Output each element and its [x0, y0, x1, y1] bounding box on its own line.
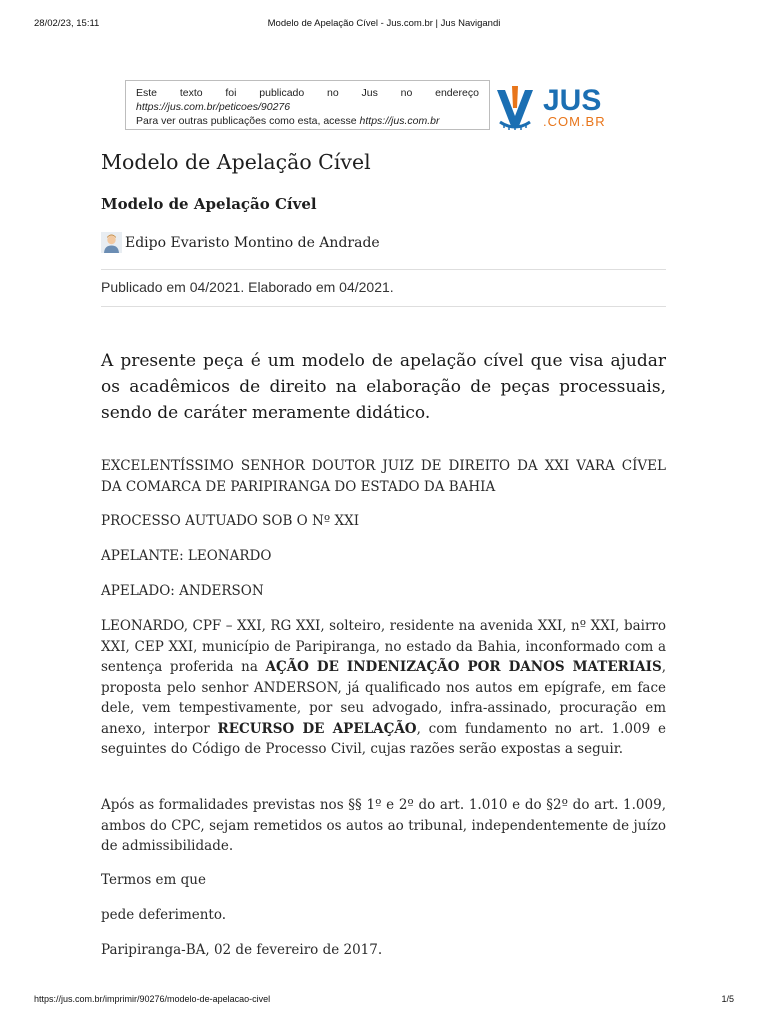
publication-notice [125, 80, 490, 130]
article-subtitle: Modelo de Apelação Cível [101, 195, 317, 213]
notice-line-1 [136, 86, 479, 100]
author-name[interactable]: Edipo Evaristo Montino de Andrade [125, 234, 380, 251]
formalities-paragraph: Após as formalidades previstas nos §§ 1º e 2º do art. 1.010 e do §2º do art. 1.009, ambos do CPC, sejam remetidos os autos ao tribunal, independentemente de juízo de admissibilidade. [101, 797, 666, 854]
place-date-line: Paripiranga-BA, 02 de fevereiro de 2017. [101, 942, 383, 958]
divider-bottom [101, 306, 666, 307]
author-byline[interactable] [101, 232, 380, 253]
print-footer-url: https://jus.com.br/imprimir/90276/modelo-de-apelacao-civel [34, 994, 271, 1004]
print-datetime: 28/02/23, 15:11 [34, 18, 100, 29]
article-lead: A presente peça é um modelo de apelação cível que visa ajudar os acadêmicos de direito na elaboração de peças processuais, sendo de caráter meramente didático. [101, 351, 666, 423]
article-title: Modelo de Apelação Cível [101, 150, 371, 174]
appeal-name: RECURSO DE APELAÇÃO [217, 720, 417, 737]
notice-site-link[interactable]: https://jus.com.br [359, 115, 440, 127]
logo-text-main: JUS [543, 84, 602, 117]
print-page-title: Modelo de Apelação Cível - Jus.com.br | Jus Navigandi [267, 18, 501, 29]
notice-more-text: Para ver outras publicações como esta, acesse [136, 115, 357, 127]
print-page-number: 1/5 [721, 994, 734, 1004]
appellant-line: APELANTE: LEONARDO [101, 548, 272, 564]
notice-word: texto [179, 87, 203, 99]
notice-word: foi [225, 87, 237, 99]
petition-paragraph [101, 616, 666, 760]
publication-dates: Publicado em 04/2021. Elaborado em 04/2021. [101, 279, 394, 295]
closing-line-2: pede deferimento. [101, 907, 227, 923]
notice-url-link[interactable]: https://jus.com.br/peticoes/90276 [136, 101, 291, 113]
petition-text-1: LEONARDO, CPF – XXI, RG XXI, solteiro, residente na avenida XXI, nº XXI, bairro XXI, CEP XXI, município de Paripiranga, no estado da Bahia, inconformado com a sentença proferida na [101, 618, 666, 675]
process-number: PROCESSO AUTUADO SOB O Nº XXI [101, 513, 360, 529]
appellee-line: APELADO: ANDERSON [101, 583, 264, 599]
notice-word: no [400, 87, 413, 99]
notice-word: no [327, 87, 339, 99]
jus-logo[interactable] [495, 80, 635, 130]
petition-text-2: , proposta pelo senhor ANDERSON, já qualificado nos autos em epígrafe, em face dele, vem tempestivamente, por seu advogado, infra-assinado, procuração em anexo, interpor [101, 659, 666, 737]
action-name: AÇÃO DE INDENIZAÇÃO POR DANOS MATERIAIS [265, 659, 662, 675]
avatar-icon [101, 232, 122, 253]
logo-emblem-icon [497, 86, 533, 130]
addressee-paragraph: EXCELENTÍSSIMO SENHOR DOUTOR JUIZ DE DIREITO DA XXI VARA CÍVEL DA COMARCA DE PARIPIRANGA DO ESTADO DA BAHIA [101, 458, 666, 495]
closing-line-1: Termos em que [101, 872, 206, 888]
notice-word: endereço [435, 87, 479, 99]
notice-word: Jus [361, 87, 378, 99]
petition-text-3: , com fundamento no art. 1.009 e seguintes do Código de Processo Civil, cujas razões serão expostas a seguir. [101, 720, 667, 757]
divider-top [101, 269, 666, 270]
logo-text-sub: .COM.BR [543, 114, 606, 129]
notice-word: Este [136, 87, 158, 99]
notice-word: publicado [259, 87, 305, 99]
